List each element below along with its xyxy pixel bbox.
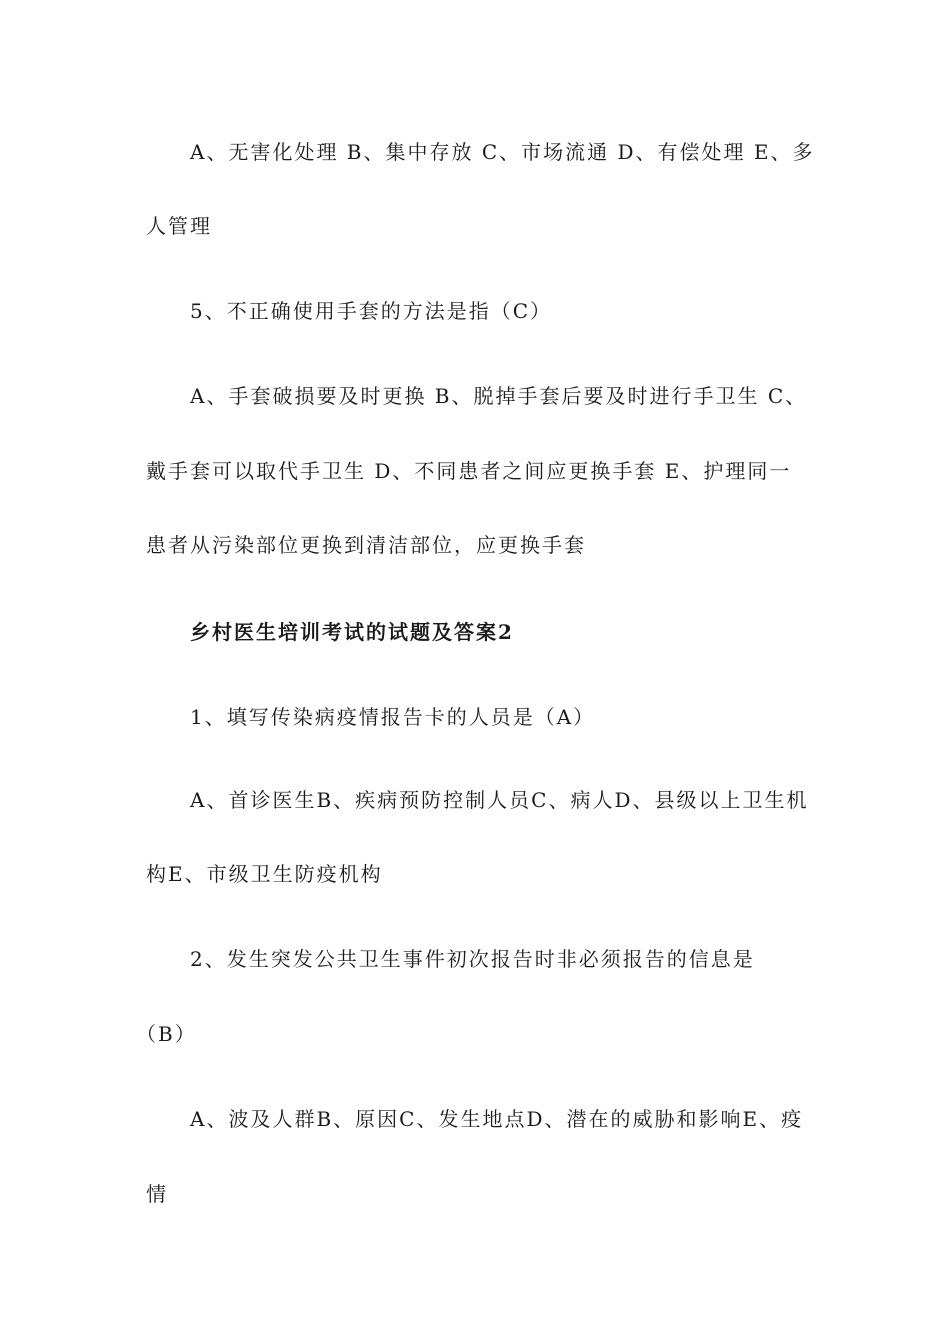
paragraph-line: A、波及人群B、原因C、发生地点D、潜在的威胁和影响E、疫 [190, 1107, 804, 1131]
paragraph-line: A、无害化处理 B、集中存放 C、市场流通 D、有偿处理 E、多 [190, 140, 815, 164]
paragraph-line: 戴手套可以取代手卫生 D、不同患者之间应更换手套 E、护理同一 [146, 459, 792, 483]
paragraph-line: 患者从污染部位更换到清洁部位，应更换手套 [146, 533, 586, 557]
paragraph-line: 构E、市级卫生防疫机构 [146, 862, 383, 886]
paragraph-line: 人管理 [146, 214, 212, 238]
question-line: 1、填写传染病疫情报告卡的人员是（A） [190, 705, 596, 729]
section-heading: 乡村医生培训考试的试题及答案2 [190, 620, 514, 644]
paragraph-line: A、首诊医生B、疾病预防控制人员C、病人D、县级以上卫生机 [190, 788, 809, 812]
question-line: 5、不正确使用手套的方法是指（C） [190, 299, 553, 323]
question-line: 2、发生突发公共卫生事件初次报告时非必须报告的信息是 [190, 947, 755, 971]
paragraph-line: A、手套破损要及时更换 B、脱掉手套后要及时进行手卫生 C、 [190, 384, 808, 408]
paragraph-line: （B） [136, 1022, 197, 1046]
paragraph-line: 情 [146, 1182, 168, 1206]
